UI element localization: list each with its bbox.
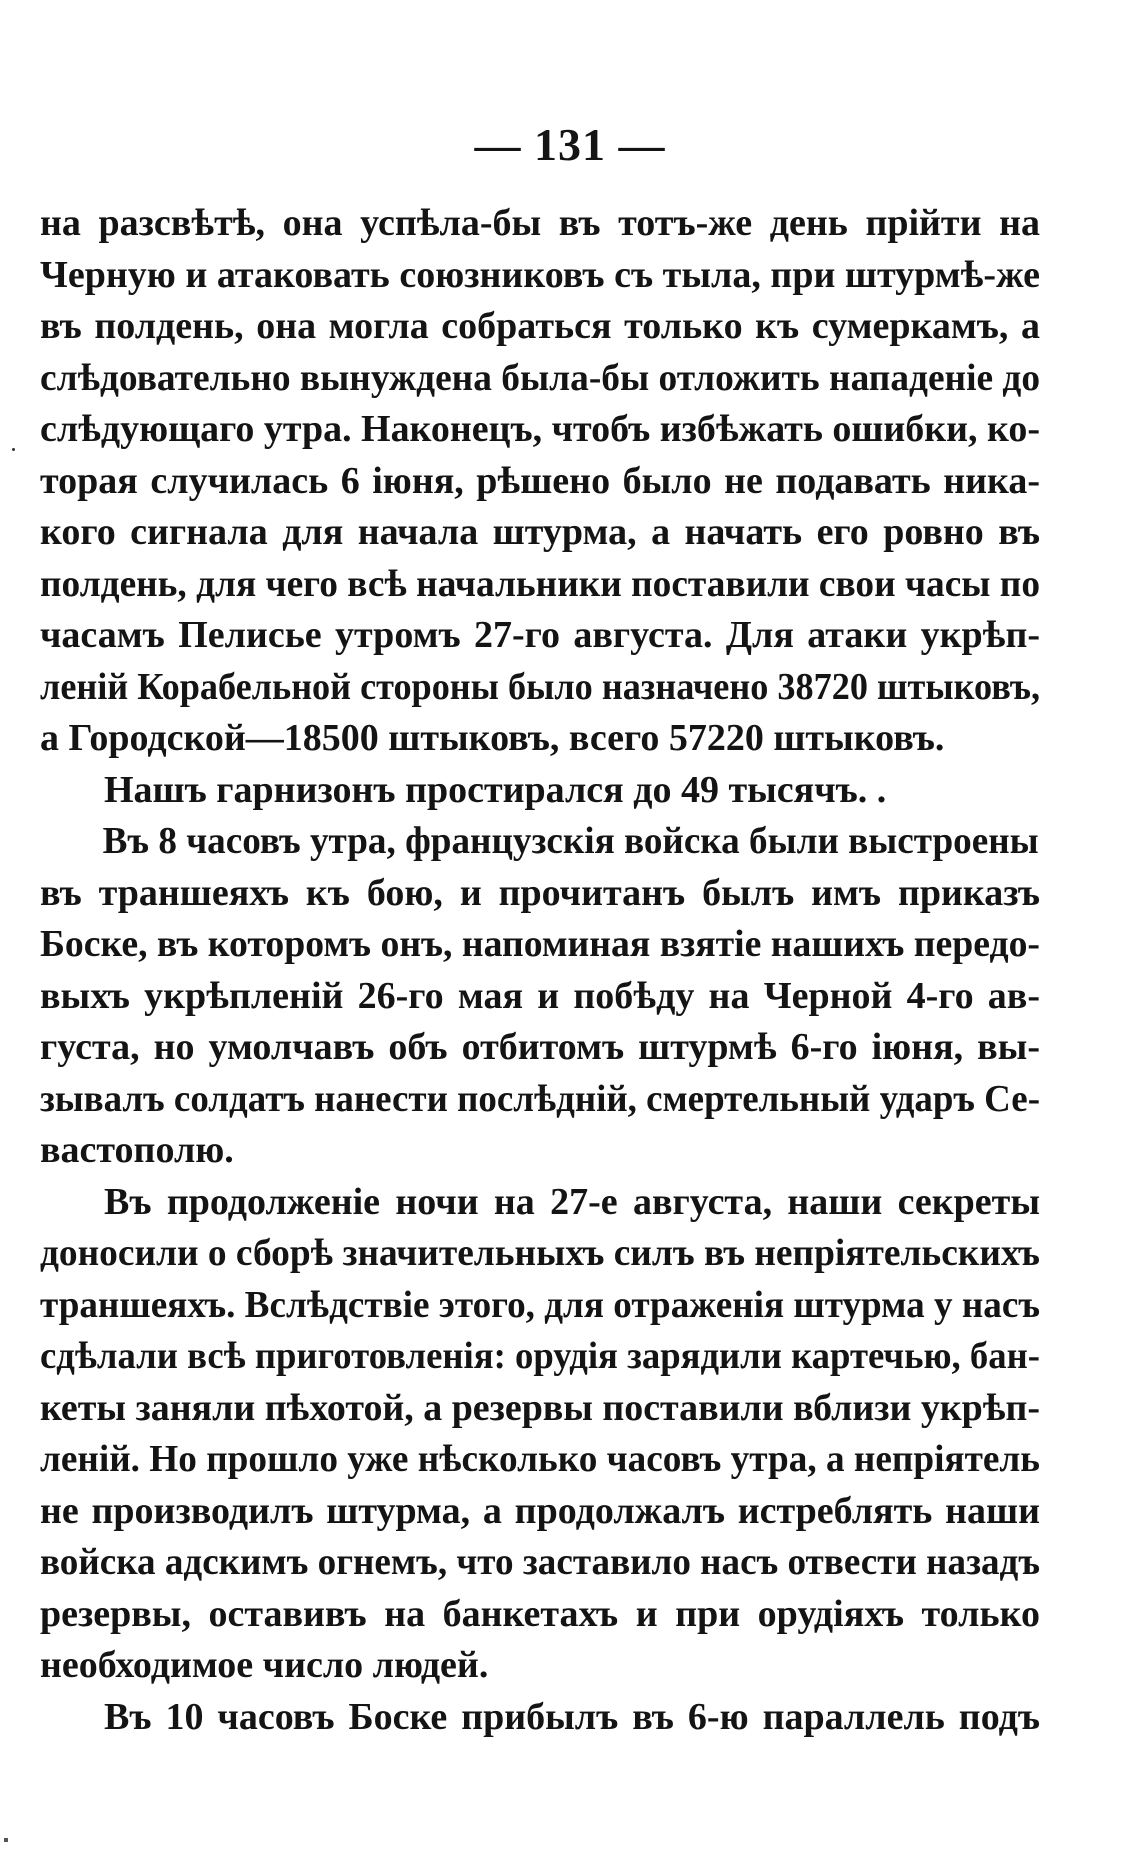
text-line: леній Корабельной стороны было назначено 38720 штыковъ, bbox=[40, 665, 1041, 708]
text-line: Въ продолженіе ночи на 27-е августа, наши секреты bbox=[104, 1180, 1040, 1223]
text-line: необходимое число людей. bbox=[40, 1644, 489, 1686]
body-text bbox=[40, 198, 1040, 1743]
text-line: леній. Но прошло уже нѣсколько часовъ утра, а непріятель bbox=[40, 1438, 1040, 1480]
text-line: слѣдовательно вынуждена была-бы отложить нападеніе до bbox=[40, 356, 1041, 399]
text-line: торая случилась 6 іюня, рѣшено было не подавать ника- bbox=[40, 459, 1040, 502]
text-line: вастополю. bbox=[40, 1129, 234, 1171]
margin-speck bbox=[4, 1838, 8, 1842]
text-line: часамъ Пелисье утромъ 27-го августа. Для атаки укрѣп- bbox=[40, 614, 1040, 656]
margin-speck bbox=[12, 448, 15, 451]
text-line: кеты заняли пѣхотой, а резервы поставили вблизи укрѣп- bbox=[40, 1386, 1041, 1429]
text-line: доносили о сборѣ значительныхъ силъ въ непріятельскихъ bbox=[40, 1232, 1040, 1274]
text-line: слѣдующаго утра. Наконецъ, чтобъ избѣжать ошибки, ко- bbox=[40, 408, 1040, 450]
text-line: въ полдень, она могла собраться только къ сумеркамъ, а bbox=[40, 305, 1040, 347]
text-line: выхъ укрѣпленій 26-го мая и побѣду на Черной 4-го ав- bbox=[40, 974, 1040, 1017]
text-line: Нашъ гарнизонъ простирался до 49 тысячъ. . bbox=[104, 768, 887, 811]
text-line: Черную и атаковать союзниковъ съ тыла, при штурмѣ-же bbox=[40, 253, 1040, 296]
text-line: резервы, оставивъ на банкетахъ и при орудіяхъ только bbox=[40, 1592, 1040, 1635]
text-line: на разсвѣтѣ, она успѣла-бы въ тотъ-же день прійти на bbox=[40, 202, 1040, 244]
text-line: Въ 8 часовъ утра, французскія войска были выстроены bbox=[102, 820, 1039, 862]
text-line: Боске, въ которомъ онъ, напоминая взятіе нашихъ передо- bbox=[40, 923, 1040, 965]
text-line: сдѣлали всѣ приготовленія: орудія зарядили картечью, бан- bbox=[40, 1335, 1040, 1377]
text-line: не производилъ штурма, а продолжалъ истреблять наши bbox=[40, 1489, 1040, 1532]
text-line: зывалъ солдатъ нанести послѣдній, смертельный ударъ Се- bbox=[40, 1077, 1041, 1120]
text-line: въ траншеяхъ къ бою, и прочитанъ былъ имъ приказъ bbox=[40, 871, 1040, 914]
text-line: густа, но умолчавъ объ отбитомъ штурмѣ 6-го іюня, вы- bbox=[40, 1026, 1040, 1068]
text-line: полдень, для чего всѣ начальники поставили свои часы по bbox=[40, 562, 1040, 605]
text-line: Въ 10 часовъ Боске прибылъ въ 6-ю параллель подъ bbox=[104, 1695, 1040, 1738]
page-number: — 131 — bbox=[474, 119, 666, 170]
text-line: войска адскимъ огнемъ, что заставило насъ отвести назадъ bbox=[40, 1541, 1040, 1583]
text-line: а Городской—18500 штыковъ, всего 57220 штыковъ. bbox=[40, 717, 945, 759]
text-line: кого сигнала для начала штурма, а начать его ровно въ bbox=[40, 511, 1040, 553]
text-line: траншеяхъ. Вслѣдствіе этого, для отраженія штурма у насъ bbox=[40, 1283, 1041, 1326]
